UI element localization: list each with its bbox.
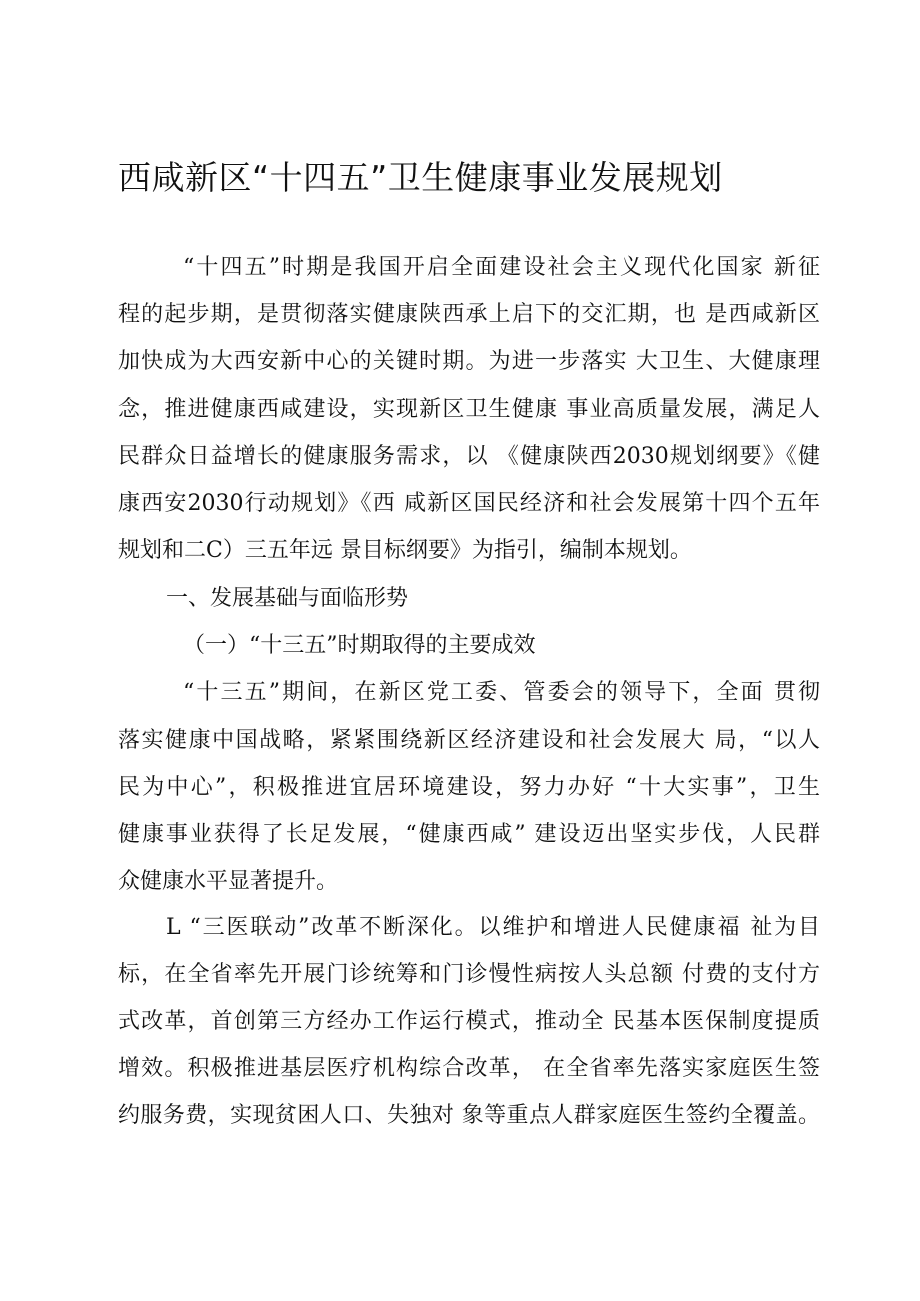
body-line: 加快成为大西安新中心的关键时期。为进一步落实 大卫生、大健康理 bbox=[118, 349, 820, 374]
body-line: 健康事业获得了长足发展，“健康西咸” 建设迈出坚实步伐，人民群 bbox=[118, 822, 820, 847]
body-line: “十三五”期间，在新区党工委、管委会的领导下，全面 贯彻 bbox=[183, 680, 820, 705]
body-line: 民群众日益增长的健康服务需求，以 《健康陕西2030规划纲要》《健 bbox=[118, 444, 820, 469]
body-line: 标，在全省率先开展门诊统筹和门诊慢性病按人头总额 付费的支付方 bbox=[118, 962, 820, 987]
body-line: “十四五”时期是我国开启全面建设社会主义现代化国家 新征 bbox=[183, 255, 820, 280]
body-line: 式改革，首创第三方经办工作运行模式，推动全 民基本医保制度提质 bbox=[118, 1009, 820, 1034]
body-line: 众健康水平显著提升。 bbox=[118, 869, 339, 894]
body-line: 念，推进健康西咸建设，实现新区卫生健康 事业高质量发展，满足人 bbox=[118, 397, 820, 422]
body-line: 增效。积极推进基层医疗机构综合改革， 在全省率先落实家庭医生签 bbox=[118, 1056, 820, 1081]
body-line: 落实健康中国战略，紧紧围绕新区经济建设和社会发展大 局，“以人 bbox=[118, 728, 820, 753]
body-line: L “三医联动”改革不断深化。以维护和增进人民健康福 祉为目 bbox=[166, 915, 820, 940]
body-line: 约服务费，实现贫困人口、失独对 象等重点人群家庭医生签约全覆盖。 bbox=[118, 1103, 820, 1128]
document-title: 西咸新区“十四五”卫生健康事业发展规划 bbox=[118, 158, 723, 197]
body-line: 规划和二C）三五年远 景目标纲要》为指引，编制本规划。 bbox=[118, 538, 692, 563]
body-line: 民为中心”，积极推进宜居环境建设，努力办好 “十大实事”，卫生 bbox=[118, 775, 820, 800]
subsection-heading: （一）“十三五”时期取得的主要成效 bbox=[183, 633, 536, 658]
section-heading: 一、发展基础与面临形势 bbox=[166, 586, 409, 611]
body-line: 康西安2030行动规划》《西 咸新区国民经济和社会发展第十四个五年 bbox=[118, 491, 820, 516]
body-line: 程的起步期，是贯彻落实健康陕西承上启下的交汇期，也 是西咸新区 bbox=[118, 302, 820, 327]
